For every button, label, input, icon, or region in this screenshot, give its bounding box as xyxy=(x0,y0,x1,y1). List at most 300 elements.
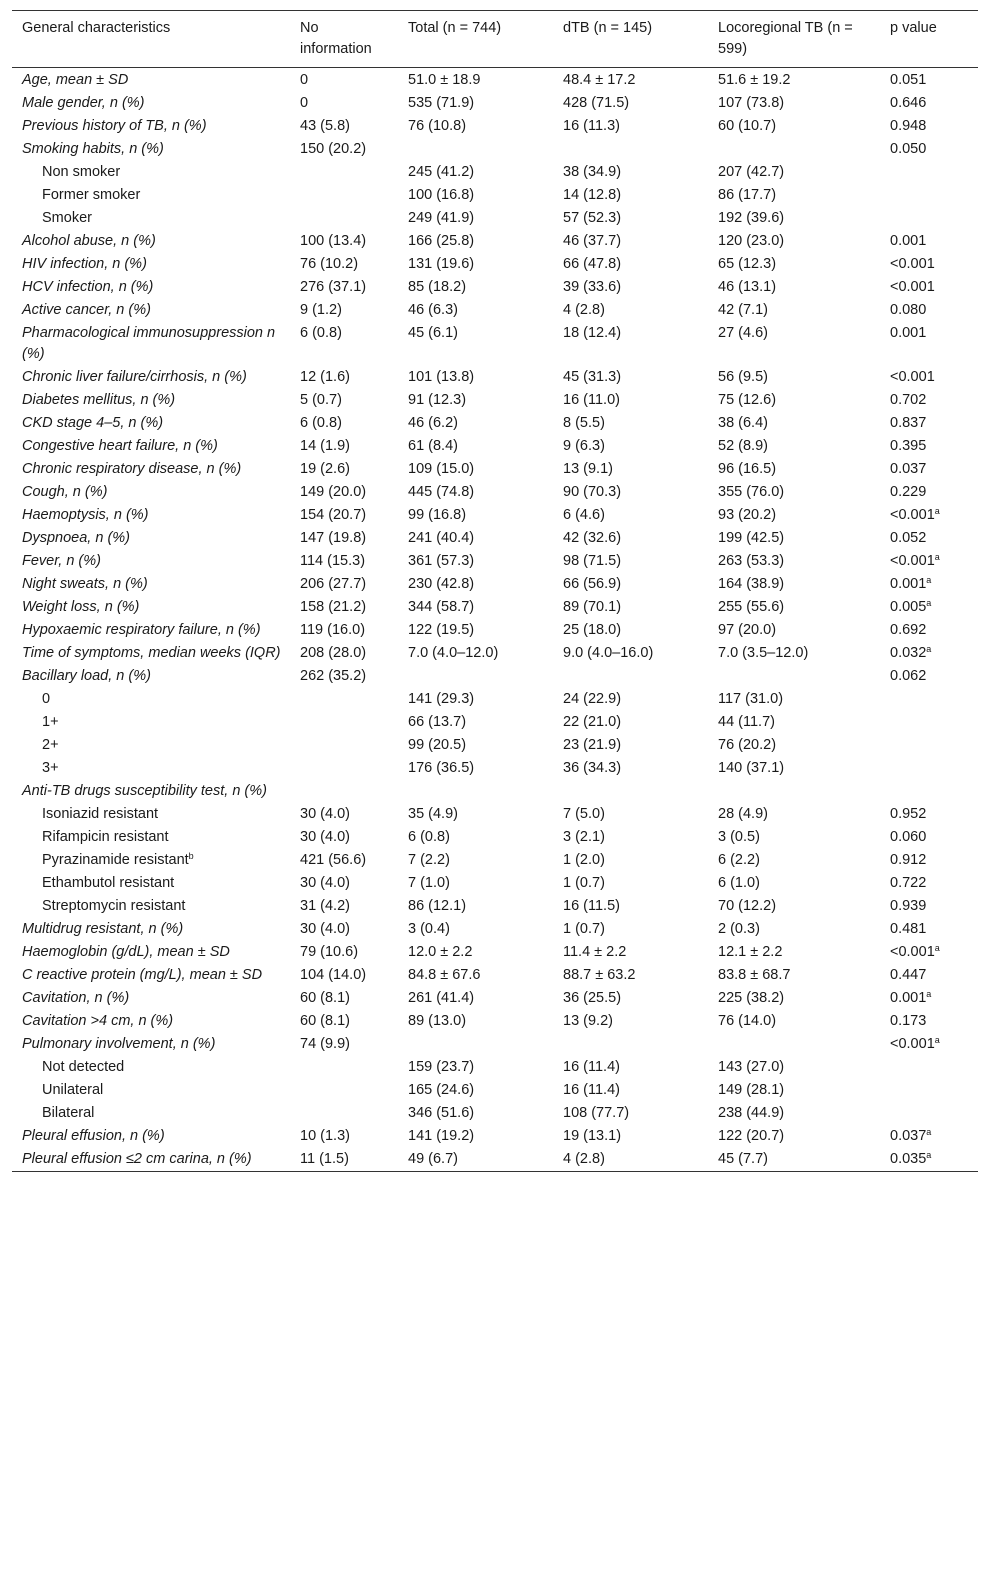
cell-loco: 192 (39.6) xyxy=(718,210,785,226)
table-row xyxy=(12,1125,978,1148)
row-label: Pulmonary involvement, n (%) xyxy=(22,1036,216,1052)
cell-dtb: 7 (5.0) xyxy=(563,806,605,822)
cell-p-value xyxy=(880,92,978,115)
cell-dtb: 1 (0.7) xyxy=(563,921,605,937)
cell-dtb xyxy=(553,1033,708,1056)
cell-p-value xyxy=(880,918,978,941)
cell-p-value xyxy=(880,458,978,481)
cell-noinfo xyxy=(290,780,398,803)
cell-noinfo xyxy=(290,1102,398,1125)
cell-noinfo: 262 (35.2) xyxy=(300,668,367,684)
cell-total: 176 (36.5) xyxy=(408,760,475,776)
cell-p-value xyxy=(880,826,978,849)
cell-noinfo: 6 (0.8) xyxy=(300,325,342,341)
cell-total: 51.0 ± 18.9 xyxy=(408,72,481,88)
row-label: Weight loss, n (%) xyxy=(22,599,140,615)
row-label: CKD stage 4–5, n (%) xyxy=(22,415,164,431)
p-value: 0.050 xyxy=(890,141,927,157)
cell-loco: 70 (12.2) xyxy=(718,898,777,914)
cell-dtb xyxy=(553,665,708,688)
cell-total: 109 (15.0) xyxy=(408,461,475,477)
p-value: 0.037 xyxy=(890,1128,927,1144)
row-label: HIV infection, n (%) xyxy=(22,256,147,272)
p-value: 0.948 xyxy=(890,118,927,134)
row-label: Not detected xyxy=(42,1059,125,1075)
table-row xyxy=(12,435,978,458)
cell-p-value xyxy=(880,1148,978,1172)
cell-total: 230 (42.8) xyxy=(408,576,475,592)
header-p-value: p value xyxy=(890,20,937,36)
cell-loco: 12.1 ± 2.2 xyxy=(718,944,783,960)
p-value: 0.912 xyxy=(890,852,927,868)
cell-loco: 76 (14.0) xyxy=(718,1013,777,1029)
p-value: <0.001 xyxy=(890,279,935,295)
cell-total: 84.8 ± 67.6 xyxy=(408,967,481,983)
cell-noinfo: 31 (4.2) xyxy=(300,898,350,914)
cell-total: 86 (12.1) xyxy=(408,898,467,914)
row-label-cell xyxy=(12,1102,290,1125)
cell-loco: 46 (13.1) xyxy=(718,279,777,295)
cell-total: 245 (41.2) xyxy=(408,164,475,180)
cell-noinfo: 30 (4.0) xyxy=(300,921,350,937)
cell-noinfo: 0 xyxy=(300,95,309,111)
row-label: Dyspnoea, n (%) xyxy=(22,530,130,546)
p-value: 0.395 xyxy=(890,438,927,454)
p-value: <0.001 xyxy=(890,507,935,523)
cell-dtb: 14 (12.8) xyxy=(563,187,622,203)
cell-p-value xyxy=(880,780,978,803)
cell-p-value xyxy=(880,688,978,711)
cell-loco: 51.6 ± 19.2 xyxy=(718,72,791,88)
cell-dtb: 19 (13.1) xyxy=(563,1128,622,1144)
cell-p-value xyxy=(880,276,978,299)
row-label: 1+ xyxy=(42,714,59,730)
cell-dtb: 16 (11.4) xyxy=(563,1059,620,1075)
footnote-marker: a xyxy=(934,943,940,953)
table-row xyxy=(12,665,978,688)
cell-total: 165 (24.6) xyxy=(408,1082,475,1098)
cell-dtb: 89 (70.1) xyxy=(563,599,622,615)
row-label-cell xyxy=(12,872,290,895)
row-label: Time of symptoms, median weeks (IQR) xyxy=(22,645,281,661)
cell-noinfo xyxy=(290,734,398,757)
table-row xyxy=(12,941,978,964)
row-label-cell xyxy=(12,207,290,230)
cell-p-value xyxy=(880,642,978,665)
cell-dtb: 16 (11.3) xyxy=(563,118,620,134)
cell-total xyxy=(398,1033,553,1056)
row-label: Cavitation, n (%) xyxy=(22,990,130,1006)
row-label: Haemoglobin (g/dL), mean ± SD xyxy=(22,944,230,960)
cell-total xyxy=(398,665,553,688)
table-row xyxy=(12,1079,978,1102)
cell-loco: 96 (16.5) xyxy=(718,461,777,477)
table-row xyxy=(12,230,978,253)
cell-total: 6 (0.8) xyxy=(408,829,450,845)
cell-noinfo: 9 (1.2) xyxy=(300,302,342,318)
table-row xyxy=(12,253,978,276)
cell-total: 35 (4.9) xyxy=(408,806,458,822)
cell-loco xyxy=(708,780,880,803)
cell-total: 49 (6.7) xyxy=(408,1151,458,1167)
table-container xyxy=(12,10,978,1172)
table-row xyxy=(12,68,978,93)
cell-noinfo: 74 (9.9) xyxy=(300,1036,350,1052)
cell-noinfo: 158 (21.2) xyxy=(300,599,367,615)
footnote-marker: a xyxy=(934,1035,940,1045)
row-label: Chronic respiratory disease, n (%) xyxy=(22,461,242,477)
cell-loco: 143 (27.0) xyxy=(718,1059,785,1075)
cell-noinfo: 10 (1.3) xyxy=(300,1128,350,1144)
row-label-cell xyxy=(12,734,290,757)
cell-p-value xyxy=(880,941,978,964)
cell-p-value xyxy=(880,1102,978,1125)
cell-loco: 38 (6.4) xyxy=(718,415,768,431)
cell-loco: 27 (4.6) xyxy=(718,325,768,341)
cell-dtb: 4 (2.8) xyxy=(563,1151,605,1167)
cell-dtb: 8 (5.5) xyxy=(563,415,605,431)
cell-noinfo: 119 (16.0) xyxy=(300,622,366,638)
cell-dtb: 4 (2.8) xyxy=(563,302,605,318)
table-row xyxy=(12,1056,978,1079)
cell-dtb: 1 (0.7) xyxy=(563,875,605,891)
cell-dtb: 16 (11.4) xyxy=(563,1082,620,1098)
cell-dtb: 90 (70.3) xyxy=(563,484,622,500)
row-label-cell xyxy=(12,1148,290,1172)
cell-loco: 83.8 ± 68.7 xyxy=(718,967,791,983)
table-row xyxy=(12,895,978,918)
table-body xyxy=(12,68,978,1172)
cell-dtb: 16 (11.0) xyxy=(563,392,620,408)
row-label: Cough, n (%) xyxy=(22,484,108,500)
row-label-cell xyxy=(12,115,290,138)
cell-noinfo xyxy=(290,1056,398,1079)
cell-p-value xyxy=(880,596,978,619)
cell-dtb: 9.0 (4.0–16.0) xyxy=(563,645,654,661)
cell-dtb: 46 (37.7) xyxy=(563,233,622,249)
cell-dtb: 18 (12.4) xyxy=(563,325,622,341)
p-value: 0.952 xyxy=(890,806,927,822)
cell-total: 7.0 (4.0–12.0) xyxy=(408,645,499,661)
cell-p-value xyxy=(880,1033,978,1056)
table-row xyxy=(12,711,978,734)
row-label: Multidrug resistant, n (%) xyxy=(22,921,184,937)
cell-loco: 76 (20.2) xyxy=(718,737,777,753)
table-row xyxy=(12,527,978,550)
footnote-marker: b xyxy=(188,851,194,861)
cell-loco: 52 (8.9) xyxy=(718,438,768,454)
row-label: Anti-TB drugs susceptibility test, n (%) xyxy=(22,783,267,799)
cell-dtb: 66 (47.8) xyxy=(563,256,622,272)
cell-p-value xyxy=(880,1125,978,1148)
p-value: 0.722 xyxy=(890,875,927,891)
cell-total: 346 (51.6) xyxy=(408,1105,475,1121)
row-label-cell xyxy=(12,1033,290,1056)
table-row xyxy=(12,619,978,642)
table-row xyxy=(12,872,978,895)
cell-noinfo: 30 (4.0) xyxy=(300,806,350,822)
row-label: 0 xyxy=(42,691,51,707)
cell-loco: 255 (55.6) xyxy=(718,599,785,615)
cell-dtb: 66 (56.9) xyxy=(563,576,622,592)
row-label: Alcohol abuse, n (%) xyxy=(22,233,156,249)
row-label-cell xyxy=(12,184,290,207)
cell-p-value xyxy=(880,757,978,780)
cell-dtb: 38 (34.9) xyxy=(563,164,622,180)
footnote-marker: a xyxy=(926,1127,932,1137)
cell-total: 7 (2.2) xyxy=(408,852,450,868)
cell-dtb: 13 (9.2) xyxy=(563,1013,613,1029)
cell-loco: 6 (1.0) xyxy=(718,875,760,891)
cell-dtb: 25 (18.0) xyxy=(563,622,622,638)
p-value: 0.001 xyxy=(890,325,927,341)
cell-noinfo: 5 (0.7) xyxy=(300,392,342,408)
cell-noinfo: 76 (10.2) xyxy=(300,256,359,272)
cell-p-value xyxy=(880,803,978,826)
cell-total: 46 (6.2) xyxy=(408,415,458,431)
cell-total: 249 (41.9) xyxy=(408,210,475,226)
cell-total: 61 (8.4) xyxy=(408,438,458,454)
cell-dtb: 11.4 ± 2.2 xyxy=(563,944,627,960)
p-value: <0.001 xyxy=(890,944,935,960)
p-value: 0.060 xyxy=(890,829,927,845)
row-label-cell xyxy=(12,389,290,412)
table-row xyxy=(12,573,978,596)
footnote-marker: a xyxy=(926,598,932,608)
cell-noinfo: 147 (19.8) xyxy=(300,530,367,546)
footnote-marker: a xyxy=(934,552,940,562)
cell-p-value xyxy=(880,481,978,504)
row-label-cell xyxy=(12,826,290,849)
table-row xyxy=(12,849,978,872)
row-label-cell xyxy=(12,458,290,481)
cell-loco: 7.0 (3.5–12.0) xyxy=(718,645,809,661)
cell-dtb: 22 (21.0) xyxy=(563,714,622,730)
p-value: 0.646 xyxy=(890,95,927,111)
row-label: Haemoptysis, n (%) xyxy=(22,507,149,523)
table-row xyxy=(12,1148,978,1172)
p-value: 0.032 xyxy=(890,645,927,661)
p-value: 0.035 xyxy=(890,1151,927,1167)
row-label: Bilateral xyxy=(42,1105,95,1121)
cell-total: 100 (16.8) xyxy=(408,187,475,203)
header-dtb: dTB (n = 145) xyxy=(563,20,653,36)
cell-noinfo: 149 (20.0) xyxy=(300,484,367,500)
row-label-cell xyxy=(12,527,290,550)
p-value: 0.229 xyxy=(890,484,927,500)
row-label-cell xyxy=(12,573,290,596)
cell-dtb: 1 (2.0) xyxy=(563,852,605,868)
cell-dtb: 39 (33.6) xyxy=(563,279,622,295)
row-label-cell xyxy=(12,138,290,161)
table-row xyxy=(12,138,978,161)
cell-total: 344 (58.7) xyxy=(408,599,475,615)
cell-total: 131 (19.6) xyxy=(408,256,475,272)
table-row xyxy=(12,803,978,826)
cell-loco: 44 (11.7) xyxy=(718,714,775,730)
cell-noinfo: 60 (8.1) xyxy=(300,990,350,1006)
cell-noinfo: 114 (15.3) xyxy=(300,553,366,569)
row-label-cell xyxy=(12,642,290,665)
cell-total: 91 (12.3) xyxy=(408,392,467,408)
footnote-marker: a xyxy=(926,989,932,999)
cell-dtb: 48.4 ± 17.2 xyxy=(563,72,636,88)
row-label-cell xyxy=(12,276,290,299)
cell-p-value xyxy=(880,550,978,573)
table-row xyxy=(12,1102,978,1125)
cell-p-value xyxy=(880,504,978,527)
cell-p-value xyxy=(880,1056,978,1079)
p-value: <0.001 xyxy=(890,256,935,272)
cell-noinfo: 0 xyxy=(300,72,309,88)
row-label: C reactive protein (mg/L), mean ± SD xyxy=(22,967,263,983)
cell-noinfo: 19 (2.6) xyxy=(300,461,350,477)
cell-noinfo xyxy=(290,711,398,734)
p-value: 0.052 xyxy=(890,530,927,546)
row-label: 3+ xyxy=(42,760,59,776)
cell-noinfo: 6 (0.8) xyxy=(300,415,342,431)
table-row xyxy=(12,550,978,573)
row-label-cell xyxy=(12,1010,290,1033)
row-label-cell xyxy=(12,803,290,826)
cell-noinfo xyxy=(290,161,398,184)
cell-p-value xyxy=(880,1010,978,1033)
row-label: Hypoxaemic respiratory failure, n (%) xyxy=(22,622,261,638)
p-value: 0.481 xyxy=(890,921,927,937)
characteristics-table xyxy=(12,10,978,1172)
cell-loco: 199 (42.5) xyxy=(718,530,785,546)
cell-loco: 263 (53.3) xyxy=(718,553,785,569)
p-value: 0.051 xyxy=(890,72,927,88)
cell-noinfo: 11 (1.5) xyxy=(300,1151,349,1167)
cell-p-value xyxy=(880,435,978,458)
header-total: Total (n = 744) xyxy=(408,20,502,36)
table-row xyxy=(12,1033,978,1056)
p-value: 0.702 xyxy=(890,392,927,408)
cell-noinfo xyxy=(290,207,398,230)
cell-p-value xyxy=(880,987,978,1010)
table-row xyxy=(12,481,978,504)
row-label-cell xyxy=(12,1125,290,1148)
row-label: Pyrazinamide resistant xyxy=(42,852,189,868)
cell-total: 45 (6.1) xyxy=(408,325,458,341)
p-value: 0.062 xyxy=(890,668,927,684)
cell-loco: 207 (42.7) xyxy=(718,164,785,180)
cell-p-value xyxy=(880,299,978,322)
p-value: 0.692 xyxy=(890,622,927,638)
cell-total: 261 (41.4) xyxy=(408,990,475,1006)
cell-total: 166 (25.8) xyxy=(408,233,475,249)
cell-dtb: 98 (71.5) xyxy=(563,553,622,569)
row-label-cell xyxy=(12,619,290,642)
cell-noinfo: 43 (5.8) xyxy=(300,118,350,134)
row-label: Isoniazid resistant xyxy=(42,806,159,822)
table-row xyxy=(12,115,978,138)
cell-dtb: 3 (2.1) xyxy=(563,829,605,845)
cell-dtb: 45 (31.3) xyxy=(563,369,622,385)
cell-p-value xyxy=(880,138,978,161)
cell-dtb: 36 (34.3) xyxy=(563,760,622,776)
row-label-cell xyxy=(12,161,290,184)
cell-dtb xyxy=(553,780,708,803)
cell-loco: 28 (4.9) xyxy=(718,806,768,822)
footnote-marker: a xyxy=(926,644,932,654)
row-label: Pharmacological immunosuppression n (%) xyxy=(22,325,276,362)
cell-dtb: 36 (25.5) xyxy=(563,990,622,1006)
table-row xyxy=(12,734,978,757)
row-label-cell xyxy=(12,435,290,458)
table-row xyxy=(12,757,978,780)
p-value: 0.837 xyxy=(890,415,927,431)
cell-p-value xyxy=(880,412,978,435)
row-label-cell xyxy=(12,987,290,1010)
table-row xyxy=(12,964,978,987)
cell-p-value xyxy=(880,573,978,596)
table-row xyxy=(12,322,978,366)
cell-total: 89 (13.0) xyxy=(408,1013,467,1029)
cell-p-value xyxy=(880,161,978,184)
row-label-cell xyxy=(12,253,290,276)
cell-loco: 355 (76.0) xyxy=(718,484,785,500)
cell-loco: 2 (0.3) xyxy=(718,921,760,937)
cell-total: 241 (40.4) xyxy=(408,530,475,546)
row-label: Pleural effusion, n (%) xyxy=(22,1128,165,1144)
cell-p-value xyxy=(880,253,978,276)
row-label: Ethambutol resistant xyxy=(42,875,175,891)
cell-p-value xyxy=(880,1079,978,1102)
row-label-cell xyxy=(12,299,290,322)
cell-loco: 75 (12.6) xyxy=(718,392,777,408)
footnote-marker: a xyxy=(934,506,940,516)
cell-p-value xyxy=(880,207,978,230)
row-label: Cavitation >4 cm, n (%) xyxy=(22,1013,174,1029)
table-row xyxy=(12,826,978,849)
table-row xyxy=(12,184,978,207)
cell-loco xyxy=(708,1033,880,1056)
cell-dtb: 24 (22.9) xyxy=(563,691,622,707)
header-characteristic: General characteristics xyxy=(22,20,171,36)
row-label-cell xyxy=(12,1079,290,1102)
cell-p-value xyxy=(880,711,978,734)
cell-total: 66 (13.7) xyxy=(408,714,467,730)
cell-loco: 164 (38.9) xyxy=(718,576,785,592)
cell-loco: 122 (20.7) xyxy=(718,1128,785,1144)
p-value: 0.001 xyxy=(890,233,927,249)
row-label-cell xyxy=(12,711,290,734)
cell-loco: 97 (20.0) xyxy=(718,622,777,638)
cell-noinfo: 150 (20.2) xyxy=(300,141,367,157)
row-label-cell xyxy=(12,941,290,964)
cell-p-value xyxy=(880,115,978,138)
cell-loco: 42 (7.1) xyxy=(718,302,768,318)
cell-dtb: 42 (32.6) xyxy=(563,530,622,546)
cell-total: 7 (1.0) xyxy=(408,875,450,891)
cell-dtb: 9 (6.3) xyxy=(563,438,605,454)
cell-dtb: 108 (77.7) xyxy=(563,1105,630,1121)
table-row xyxy=(12,1010,978,1033)
row-label: 2+ xyxy=(42,737,59,753)
row-label: Rifampicin resistant xyxy=(42,829,169,845)
cell-total: 3 (0.4) xyxy=(408,921,450,937)
p-value: 0.001 xyxy=(890,576,927,592)
cell-loco: 3 (0.5) xyxy=(718,829,760,845)
row-label-cell xyxy=(12,92,290,115)
row-label-cell xyxy=(12,688,290,711)
cell-noinfo: 276 (37.1) xyxy=(300,279,367,295)
table-row xyxy=(12,161,978,184)
cell-loco: 86 (17.7) xyxy=(718,187,777,203)
cell-noinfo xyxy=(290,1079,398,1102)
